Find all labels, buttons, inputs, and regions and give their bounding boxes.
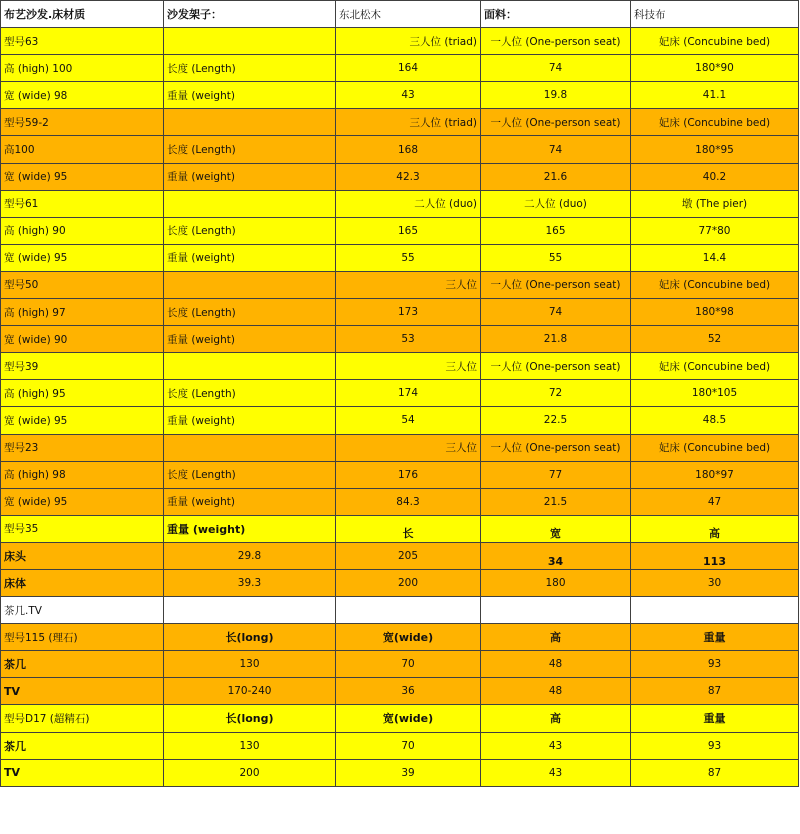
cell[interactable]: 宽(wide) <box>336 705 481 732</box>
cell[interactable]: 41.1 <box>631 82 799 109</box>
cell[interactable]: 173 <box>336 299 481 326</box>
cell[interactable]: 妃床 (Concubine bed) <box>631 434 799 461</box>
table-row <box>1 163 799 190</box>
cell[interactable]: 型号115 (理石) <box>1 624 164 651</box>
cell[interactable]: 妃床 (Concubine bed) <box>631 28 799 55</box>
table-row <box>1 434 799 461</box>
cell[interactable]: 宽 (wide) 95 <box>1 407 164 434</box>
cell[interactable]: 妃床 (Concubine bed) <box>631 271 799 298</box>
cell[interactable]: 70 <box>336 732 481 759</box>
cell[interactable]: 宽 <box>481 515 631 542</box>
table-row <box>1 326 799 353</box>
cell[interactable]: 宽(wide) <box>336 624 481 651</box>
cell[interactable]: 茶几 <box>1 732 164 759</box>
cell[interactable]: 长度 (Length) <box>164 217 336 244</box>
table-row <box>1 515 799 542</box>
cell[interactable] <box>164 353 336 380</box>
table-row <box>1 461 799 488</box>
cell[interactable]: 宽 (wide) 90 <box>1 326 164 353</box>
cell[interactable] <box>164 28 336 55</box>
table-row <box>1 109 799 136</box>
cell[interactable]: 一人位 (One-person seat) <box>481 353 631 380</box>
cell[interactable]: 科技布 <box>631 1 799 28</box>
table-row <box>1 55 799 82</box>
cell[interactable]: 39 <box>336 759 481 786</box>
cell[interactable]: 53 <box>336 326 481 353</box>
cell[interactable]: 30 <box>631 569 799 596</box>
cell[interactable]: 二人位 (duo) <box>336 190 481 217</box>
cell[interactable]: 43 <box>336 82 481 109</box>
cell[interactable]: 重量 (weight) <box>164 407 336 434</box>
cell[interactable]: 三人位 <box>336 434 481 461</box>
cell[interactable]: 180*95 <box>631 136 799 163</box>
cell[interactable]: 39.3 <box>164 569 336 596</box>
cell[interactable]: 高 (high) 95 <box>1 380 164 407</box>
cell[interactable]: 长度 (Length) <box>164 299 336 326</box>
cell[interactable]: 14.4 <box>631 244 799 271</box>
cell[interactable]: TV <box>1 759 164 786</box>
cell[interactable]: 一人位 (One-person seat) <box>481 434 631 461</box>
cell[interactable]: 型号59-2 <box>1 109 164 136</box>
cell[interactable]: 重量 <box>631 624 799 651</box>
cell[interactable]: 型号39 <box>1 353 164 380</box>
cell[interactable]: 40.2 <box>631 163 799 190</box>
table-row <box>1 353 799 380</box>
cell[interactable]: 180 <box>481 569 631 596</box>
cell[interactable]: 55 <box>336 244 481 271</box>
cell[interactable]: 48 <box>481 651 631 678</box>
cell[interactable]: 床体 <box>1 569 164 596</box>
cell[interactable]: 三人位 (triad) <box>336 28 481 55</box>
cell[interactable]: 74 <box>481 136 631 163</box>
cell[interactable]: 77 <box>481 461 631 488</box>
cell[interactable]: 165 <box>336 217 481 244</box>
table-row <box>1 244 799 271</box>
cell[interactable]: 77*80 <box>631 217 799 244</box>
table-row <box>1 651 799 678</box>
cell[interactable]: 长度 (Length) <box>164 55 336 82</box>
cell[interactable]: 宽 (wide) 95 <box>1 244 164 271</box>
cell[interactable]: 42.3 <box>336 163 481 190</box>
cell[interactable] <box>164 597 336 624</box>
cell[interactable]: 130 <box>164 732 336 759</box>
cell[interactable]: 19.8 <box>481 82 631 109</box>
cell[interactable]: 29.8 <box>164 542 336 569</box>
cell[interactable]: 36 <box>336 678 481 705</box>
cell[interactable]: 长(long) <box>164 624 336 651</box>
table-row <box>1 624 799 651</box>
cell[interactable]: 165 <box>481 217 631 244</box>
cell[interactable] <box>631 597 799 624</box>
cell[interactable] <box>481 597 631 624</box>
table-row <box>1 217 799 244</box>
cell[interactable]: 180*98 <box>631 299 799 326</box>
cell[interactable]: 170-240 <box>164 678 336 705</box>
cell[interactable]: 宽 (wide) 95 <box>1 488 164 515</box>
cell[interactable]: 高100 <box>1 136 164 163</box>
cell[interactable]: 43 <box>481 732 631 759</box>
cell[interactable]: 布艺沙发.床材质 <box>1 1 164 28</box>
table-row <box>1 299 799 326</box>
table-row <box>1 82 799 109</box>
cell[interactable]: 48.5 <box>631 407 799 434</box>
cell[interactable]: 妃床 (Concubine bed) <box>631 109 799 136</box>
cell[interactable]: 重量 (weight) <box>164 82 336 109</box>
table-row <box>1 542 799 569</box>
table-row <box>1 407 799 434</box>
cell[interactable]: 70 <box>336 651 481 678</box>
cell[interactable]: 48 <box>481 678 631 705</box>
cell[interactable]: 宽 (wide) 98 <box>1 82 164 109</box>
cell[interactable]: 长 <box>336 515 481 542</box>
cell[interactable]: 重量 (weight) <box>164 515 336 542</box>
cell[interactable]: 84.3 <box>336 488 481 515</box>
cell[interactable]: 型号50 <box>1 271 164 298</box>
cell[interactable]: 茶几.TV <box>1 597 164 624</box>
cell[interactable]: 174 <box>336 380 481 407</box>
table-row <box>1 190 799 217</box>
cell[interactable] <box>164 109 336 136</box>
cell[interactable]: 22.5 <box>481 407 631 434</box>
cell[interactable]: 高 (high) 90 <box>1 217 164 244</box>
cell[interactable]: 34 <box>481 542 631 569</box>
cell[interactable] <box>164 190 336 217</box>
cell[interactable]: 高 <box>481 705 631 732</box>
cell[interactable]: 重量 (weight) <box>164 244 336 271</box>
table-row <box>1 759 799 786</box>
cell[interactable]: 21.5 <box>481 488 631 515</box>
cell[interactable]: 沙发架子： <box>164 1 336 28</box>
cell[interactable]: 长度 (Length) <box>164 136 336 163</box>
cell[interactable]: 高 (high) 100 <box>1 55 164 82</box>
cell[interactable]: 妃床 (Concubine bed) <box>631 353 799 380</box>
cell[interactable]: 型号61 <box>1 190 164 217</box>
cell[interactable]: 205 <box>336 542 481 569</box>
cell[interactable]: 87 <box>631 759 799 786</box>
cell[interactable]: 型号23 <box>1 434 164 461</box>
table-row <box>1 271 799 298</box>
cell[interactable]: 一人位 (One-person seat) <box>481 109 631 136</box>
cell[interactable]: 长度 (Length) <box>164 380 336 407</box>
cell[interactable]: 130 <box>164 651 336 678</box>
cell[interactable]: 茶几 <box>1 651 164 678</box>
cell[interactable]: 180*90 <box>631 55 799 82</box>
cell[interactable]: 东北松木 <box>336 1 481 28</box>
cell[interactable]: 72 <box>481 380 631 407</box>
cell[interactable]: 高 <box>631 515 799 542</box>
cell[interactable]: 113 <box>631 542 799 569</box>
cell[interactable]: 21.6 <box>481 163 631 190</box>
cell[interactable]: 74 <box>481 55 631 82</box>
table-row <box>1 678 799 705</box>
cell[interactable]: 21.8 <box>481 326 631 353</box>
cell[interactable]: 一人位 (One-person seat) <box>481 271 631 298</box>
header-row <box>1 1 799 28</box>
cell[interactable]: 一人位 (One-person seat) <box>481 28 631 55</box>
cell[interactable]: 宽 (wide) 95 <box>1 163 164 190</box>
cell[interactable]: 型号63 <box>1 28 164 55</box>
cell[interactable]: 重量 <box>631 705 799 732</box>
cell[interactable]: 高 <box>481 624 631 651</box>
cell[interactable]: 面料： <box>481 1 631 28</box>
cell[interactable]: 二人位 (duo) <box>481 190 631 217</box>
cell[interactable]: 93 <box>631 732 799 759</box>
cell[interactable]: 三人位 (triad) <box>336 109 481 136</box>
cell[interactable]: 164 <box>336 55 481 82</box>
cell[interactable]: 55 <box>481 244 631 271</box>
cell[interactable]: 93 <box>631 651 799 678</box>
table-row <box>1 136 799 163</box>
cell[interactable]: 三人位 <box>336 271 481 298</box>
cell[interactable]: 高 (high) 97 <box>1 299 164 326</box>
cell[interactable]: 200 <box>164 759 336 786</box>
table-row <box>1 732 799 759</box>
cell[interactable]: TV <box>1 678 164 705</box>
cell[interactable]: 重量 (weight) <box>164 163 336 190</box>
cell[interactable]: 重量 (weight) <box>164 488 336 515</box>
cell[interactable] <box>164 271 336 298</box>
table-row <box>1 569 799 596</box>
cell[interactable]: 87 <box>631 678 799 705</box>
cell[interactable]: 74 <box>481 299 631 326</box>
table-row <box>1 705 799 732</box>
cell[interactable]: 180*97 <box>631 461 799 488</box>
cell[interactable]: 47 <box>631 488 799 515</box>
cell[interactable]: 重量 (weight) <box>164 326 336 353</box>
cell[interactable]: 52 <box>631 326 799 353</box>
table-row <box>1 597 799 624</box>
cell[interactable]: 三人位 <box>336 353 481 380</box>
cell[interactable]: 176 <box>336 461 481 488</box>
table-row <box>1 380 799 407</box>
table-row <box>1 488 799 515</box>
cell[interactable]: 墩 (The pier) <box>631 190 799 217</box>
cell[interactable]: 长度 (Length) <box>164 461 336 488</box>
cell[interactable]: 180*105 <box>631 380 799 407</box>
cell[interactable]: 54 <box>336 407 481 434</box>
cell[interactable]: 高 (high) 98 <box>1 461 164 488</box>
cell[interactable] <box>164 434 336 461</box>
cell[interactable]: 床头 <box>1 542 164 569</box>
cell[interactable] <box>336 597 481 624</box>
cell[interactable]: 43 <box>481 759 631 786</box>
cell[interactable]: 型号35 <box>1 515 164 542</box>
cell[interactable]: 长(long) <box>164 705 336 732</box>
cell[interactable]: 型号D17 (超精石) <box>1 705 164 732</box>
cell[interactable]: 168 <box>336 136 481 163</box>
table-row <box>1 28 799 55</box>
cell[interactable]: 200 <box>336 569 481 596</box>
